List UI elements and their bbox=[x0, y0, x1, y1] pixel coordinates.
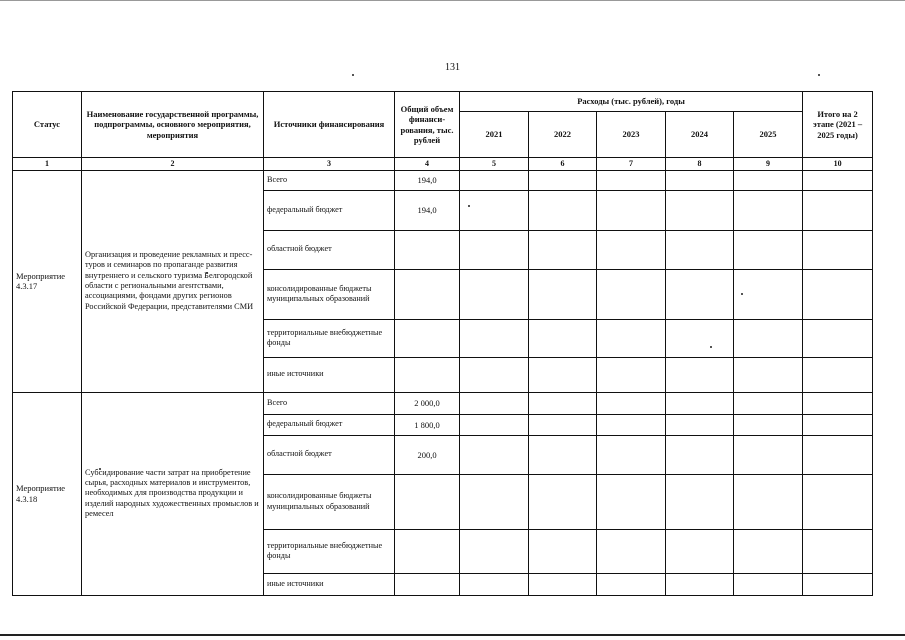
cell-2021 bbox=[460, 414, 529, 435]
header-year: 2021 bbox=[460, 112, 529, 158]
cell-2021 bbox=[460, 170, 529, 190]
cell-2022 bbox=[529, 269, 597, 319]
funding-source: федеральный бюджет bbox=[264, 190, 395, 230]
cell-2023 bbox=[597, 392, 666, 414]
total-volume-cell bbox=[395, 357, 460, 392]
column-number: 5 bbox=[460, 158, 529, 171]
column-number: 9 bbox=[734, 158, 803, 171]
cell-2025 bbox=[734, 529, 803, 573]
cell-stage-total bbox=[803, 435, 873, 474]
cell-2021 bbox=[460, 474, 529, 529]
cell-stage-total bbox=[803, 230, 873, 269]
cell-2022 bbox=[529, 435, 597, 474]
funding-source: консолидированные бюджеты муниципальных образований bbox=[264, 474, 395, 529]
header-name: Наименование государственной программы, подпрограммы, основного мероприятия, мероприятия bbox=[82, 92, 264, 158]
cell-2024 bbox=[666, 474, 734, 529]
header-total-volume: Общий объем финанси-рования, тыс. рублей bbox=[395, 92, 460, 158]
cell-2022 bbox=[529, 230, 597, 269]
funding-source: иные источники bbox=[264, 573, 395, 595]
table-row bbox=[13, 170, 873, 190]
cell-2021 bbox=[460, 190, 529, 230]
cell-2023 bbox=[597, 435, 666, 474]
cell-2023 bbox=[597, 529, 666, 573]
funding-source: территориальные внебюджетные фонды bbox=[264, 529, 395, 573]
funding-source: областной бюджет bbox=[264, 230, 395, 269]
measure-title: Субсидирование части затрат на приобретение сырья, расходных материалов и инструментов, необходимых для производства продукции и изделий народных художественных промыслов и ремесел bbox=[82, 392, 264, 595]
cell-2021 bbox=[460, 269, 529, 319]
total-volume-cell bbox=[395, 319, 460, 357]
cell-2025 bbox=[734, 170, 803, 190]
column-number: 1 bbox=[13, 158, 82, 171]
total-volume-cell: 2 000,0 bbox=[395, 392, 460, 414]
cell-stage-total bbox=[803, 319, 873, 357]
cell-2025 bbox=[734, 474, 803, 529]
funding-source: иные источники bbox=[264, 357, 395, 392]
column-number: 8 bbox=[666, 158, 734, 171]
header-row-top bbox=[13, 92, 873, 112]
cell-2025 bbox=[734, 435, 803, 474]
cell-2023 bbox=[597, 357, 666, 392]
cell-2023 bbox=[597, 170, 666, 190]
cell-stage-total bbox=[803, 170, 873, 190]
cell-2024 bbox=[666, 230, 734, 269]
header-year: 2025 bbox=[734, 112, 803, 158]
cell-2021 bbox=[460, 357, 529, 392]
cell-2021 bbox=[460, 435, 529, 474]
column-number: 10 bbox=[803, 158, 873, 171]
cell-2022 bbox=[529, 529, 597, 573]
header-year: 2024 bbox=[666, 112, 734, 158]
header-stage-total: Итого на 2 этапе (2021 – 2025 годы) bbox=[803, 92, 873, 158]
cell-2023 bbox=[597, 269, 666, 319]
column-number: 4 bbox=[395, 158, 460, 171]
cell-stage-total bbox=[803, 357, 873, 392]
funding-source: консолидированные бюджеты муниципальных образований bbox=[264, 269, 395, 319]
cell-stage-total bbox=[803, 529, 873, 573]
cell-stage-total bbox=[803, 474, 873, 529]
cell-2025 bbox=[734, 414, 803, 435]
cell-2024 bbox=[666, 357, 734, 392]
measure-status: Мероприятие 4.3.17 bbox=[13, 170, 82, 392]
cell-2025 bbox=[734, 230, 803, 269]
cell-2022 bbox=[529, 474, 597, 529]
funding-source: областной бюджет bbox=[264, 435, 395, 474]
cell-2025 bbox=[734, 573, 803, 595]
scan-speck bbox=[352, 74, 354, 76]
cell-2025 bbox=[734, 190, 803, 230]
total-volume-cell bbox=[395, 230, 460, 269]
cell-2023 bbox=[597, 474, 666, 529]
total-volume-cell: 194,0 bbox=[395, 190, 460, 230]
cell-2024 bbox=[666, 392, 734, 414]
cell-2024 bbox=[666, 190, 734, 230]
cell-stage-total bbox=[803, 269, 873, 319]
total-volume-cell bbox=[395, 529, 460, 573]
header-year: 2022 bbox=[529, 112, 597, 158]
cell-2024 bbox=[666, 435, 734, 474]
cell-2023 bbox=[597, 190, 666, 230]
cell-2024 bbox=[666, 414, 734, 435]
cell-2025 bbox=[734, 319, 803, 357]
funding-source: Всего bbox=[264, 392, 395, 414]
funding-source: территориальные внебюджетные фонды bbox=[264, 319, 395, 357]
total-volume-cell bbox=[395, 269, 460, 319]
cell-2021 bbox=[460, 319, 529, 357]
table-row bbox=[13, 392, 873, 414]
cell-2024 bbox=[666, 529, 734, 573]
total-volume-cell: 200,0 bbox=[395, 435, 460, 474]
total-volume-cell: 1 800,0 bbox=[395, 414, 460, 435]
cell-2022 bbox=[529, 392, 597, 414]
cell-stage-total bbox=[803, 414, 873, 435]
scan-top-edge bbox=[0, 0, 905, 1]
budget-table bbox=[12, 91, 873, 596]
cell-2025 bbox=[734, 269, 803, 319]
cell-2025 bbox=[734, 357, 803, 392]
cell-2023 bbox=[597, 573, 666, 595]
header-status: Статус bbox=[13, 92, 82, 158]
cell-2024 bbox=[666, 573, 734, 595]
cell-2024 bbox=[666, 170, 734, 190]
cell-2025 bbox=[734, 392, 803, 414]
header-sources: Источники финансирования bbox=[264, 92, 395, 158]
header-expenses: Расходы (тыс. рублей), годы bbox=[460, 92, 803, 112]
cell-2022 bbox=[529, 357, 597, 392]
cell-stage-total bbox=[803, 392, 873, 414]
cell-2023 bbox=[597, 230, 666, 269]
column-number: 6 bbox=[529, 158, 597, 171]
column-number: 7 bbox=[597, 158, 666, 171]
cell-2022 bbox=[529, 573, 597, 595]
cell-2024 bbox=[666, 269, 734, 319]
measure-title: Организация и проведение рекламных и пресс-туров и семинаров по пропаганде развития внутреннего и сельского туризма Белгородской области с региональными агентствами, ассоциациями, фондами других регионов Российской Федерации, представителями СМИ bbox=[82, 170, 264, 392]
cell-2022 bbox=[529, 170, 597, 190]
cell-2022 bbox=[529, 414, 597, 435]
cell-2022 bbox=[529, 190, 597, 230]
cell-stage-total bbox=[803, 190, 873, 230]
cell-2022 bbox=[529, 319, 597, 357]
total-volume-cell: 194,0 bbox=[395, 170, 460, 190]
funding-source: Всего bbox=[264, 170, 395, 190]
cell-stage-total bbox=[803, 573, 873, 595]
cell-2024 bbox=[666, 319, 734, 357]
cell-2023 bbox=[597, 414, 666, 435]
scan-bottom-edge bbox=[0, 634, 905, 636]
cell-2021 bbox=[460, 230, 529, 269]
page-number: 131 bbox=[445, 62, 460, 73]
total-volume-cell bbox=[395, 474, 460, 529]
funding-source: федеральный бюджет bbox=[264, 414, 395, 435]
total-volume-cell bbox=[395, 573, 460, 595]
header-year: 2023 bbox=[597, 112, 666, 158]
cell-2023 bbox=[597, 319, 666, 357]
scan-speck bbox=[818, 74, 820, 76]
measure-status: Мероприятие 4.3.18 bbox=[13, 392, 82, 595]
cell-2021 bbox=[460, 529, 529, 573]
column-number-row bbox=[13, 158, 873, 171]
cell-2021 bbox=[460, 392, 529, 414]
column-number: 3 bbox=[264, 158, 395, 171]
cell-2021 bbox=[460, 573, 529, 595]
column-number: 2 bbox=[82, 158, 264, 171]
